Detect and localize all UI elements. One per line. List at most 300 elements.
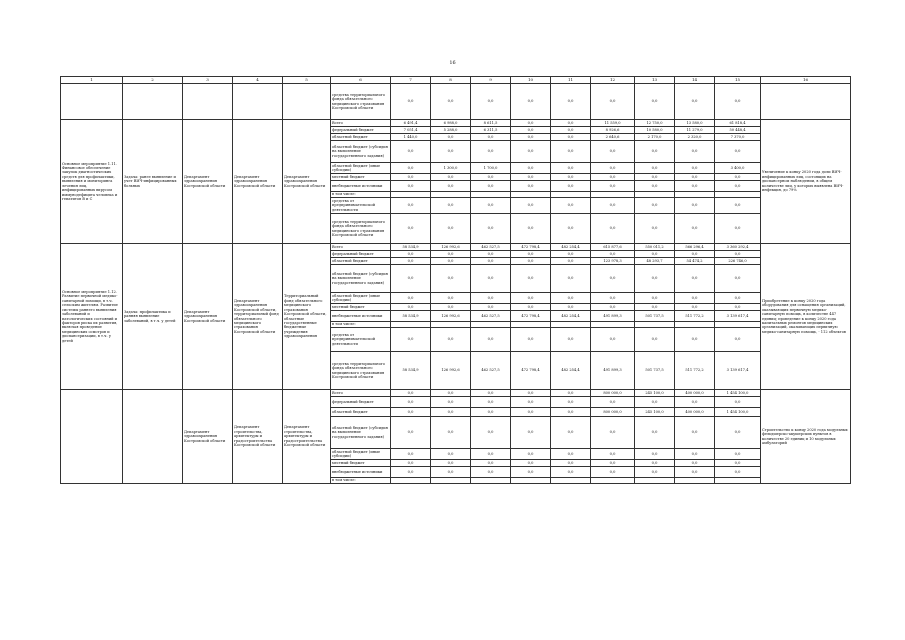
value-cell: 0,0 (511, 127, 551, 134)
value-cell: 0,0 (391, 141, 431, 163)
value-cell: 1 440,0 (391, 134, 431, 141)
header-cell: 13 (635, 77, 675, 84)
value-cell: 0,0 (675, 141, 715, 163)
value-cell: 245 100,0 (635, 390, 675, 397)
value-cell: 0,0 (635, 304, 675, 311)
value-cell: 462 527,5 (471, 352, 511, 390)
value-cell: 226 746,0 (715, 258, 761, 265)
value-cell: 6 988,0 (431, 120, 471, 127)
value-cell: 0,0 (675, 417, 715, 449)
value-cell: 0,0 (551, 304, 591, 311)
value-cell: 0,0 (715, 467, 761, 478)
value-cell (471, 478, 511, 484)
value-cell: 0,0 (391, 198, 431, 214)
funding-source-cell: Всего (331, 390, 391, 397)
value-cell: 462 527,5 (471, 311, 511, 322)
funding-source-cell: областной бюджет (331, 134, 391, 141)
funding-source-cell: местный бюджет (331, 460, 391, 467)
header-cell: 7 (391, 77, 431, 84)
value-cell: 800 000,0 (591, 390, 635, 397)
value-cell: 10 580,0 (635, 127, 675, 134)
value-cell: 482 254,4 (551, 352, 591, 390)
funding-source-cell: местный бюджет (331, 174, 391, 181)
header-cell: 4 (233, 77, 283, 84)
value-cell: 0,0 (471, 304, 511, 311)
value-cell: 0,0 (551, 214, 591, 244)
value-cell: 0,0 (635, 449, 675, 460)
funding-source-cell: федеральный бюджет (331, 397, 391, 408)
value-cell: 0,0 (675, 214, 715, 244)
value-cell: 0,0 (715, 214, 761, 244)
header-cell: 3 (183, 77, 233, 84)
value-cell: 0,0 (635, 467, 675, 478)
header-cell: 6 (331, 77, 391, 84)
value-cell: 126 992,6 (431, 311, 471, 322)
value-cell: 0,0 (431, 390, 471, 397)
value-cell: 0,0 (551, 293, 591, 304)
value-cell: 0,0 (471, 397, 511, 408)
value-cell: 126 992,6 (431, 244, 471, 251)
value-cell: 0,0 (635, 460, 675, 467)
value-cell: 3 400,0 (715, 163, 761, 174)
value-cell (391, 478, 431, 484)
funding-source-cell: областной бюджет (331, 258, 391, 265)
responsible-cell (183, 84, 233, 120)
value-cell: 0,0 (471, 198, 511, 214)
value-cell: 0,0 (551, 141, 591, 163)
value-cell: 0,0 (471, 408, 511, 417)
value-cell: 0,0 (471, 84, 511, 120)
value-cell: 0,0 (471, 174, 511, 181)
value-cell: 0,0 (635, 265, 675, 293)
value-cell: 0,0 (511, 120, 551, 127)
value-cell: 0,0 (551, 417, 591, 449)
value-cell: 0,0 (591, 214, 635, 244)
value-cell: 0,0 (471, 460, 511, 467)
value-cell: 0,0 (471, 181, 511, 192)
value-cell: 0,0 (471, 141, 511, 163)
funding-source-cell: средства от предпринимательской деятельности (331, 328, 391, 352)
funding-source-cell: внебюджетные источники (331, 181, 391, 192)
value-cell: 0,0 (715, 304, 761, 311)
value-cell: 0,0 (391, 397, 431, 408)
value-cell: 482 254,4 (551, 311, 591, 322)
value-cell: 0,0 (391, 265, 431, 293)
value-cell: 54 474,2 (675, 258, 715, 265)
value-cell: 0,0 (511, 449, 551, 460)
value-cell: 0,0 (431, 181, 471, 192)
value-cell: 0,0 (635, 163, 675, 174)
value-cell: 501 737,5 (635, 352, 675, 390)
value-cell: 0,0 (591, 251, 635, 258)
value-cell (591, 478, 635, 484)
value-cell: 0,0 (391, 449, 431, 460)
value-cell: 0,0 (591, 397, 635, 408)
value-cell (675, 478, 715, 484)
table-row (61, 390, 851, 397)
value-cell (431, 478, 471, 484)
coexecutor-cell: Департамент здравоохранения Костромской области, территориальный фонд обязательного медицинского страхования Костромской области (233, 244, 283, 390)
funding-source-cell: областной бюджет (иные субсидии) (331, 163, 391, 174)
value-cell: 0,0 (675, 163, 715, 174)
task-cell (123, 84, 183, 120)
value-cell: 48 293,7 (635, 258, 675, 265)
header-cell: 16 (761, 77, 851, 84)
value-cell: 0,0 (511, 84, 551, 120)
value-cell: 0,0 (391, 304, 431, 311)
value-cell: 2 640,6 (591, 134, 635, 141)
value-cell: 0,0 (471, 417, 511, 449)
value-cell: 0,0 (635, 214, 675, 244)
value-cell: 0,0 (551, 134, 591, 141)
header-cell: 9 (471, 77, 511, 84)
value-cell: 0,0 (391, 214, 431, 244)
value-cell: 0,0 (591, 265, 635, 293)
header-cell: 15 (715, 77, 761, 84)
value-cell: 0,0 (391, 293, 431, 304)
value-cell: 0,0 (391, 390, 431, 397)
value-cell (715, 478, 761, 484)
funding-source-cell: средства территориального фонда обязательного медицинского страхования Костромской области (331, 352, 391, 390)
value-cell: 0,0 (675, 328, 715, 352)
value-cell: 0,0 (591, 460, 635, 467)
value-cell: 0,0 (431, 134, 471, 141)
value-cell: 0,0 (431, 460, 471, 467)
value-cell: 0,0 (635, 417, 675, 449)
main-activity-cell: Основное мероприятие 1.11. Финансовое обеспечение закупок диагностических средств для профилактики, выявления и мониторинга лечения лиц, инфицированных вирусом иммунодефицита человека и гепатитов B и C (61, 120, 123, 244)
value-cell: 0,0 (511, 304, 551, 311)
value-cell: 0,0 (591, 84, 635, 120)
header-cell: 10 (511, 77, 551, 84)
value-cell: 0,0 (471, 258, 511, 265)
result-cell: Увеличение к концу 2020 года доли ВИЧ-инфицированных лиц, состоящих на диспансерном наблюдении, в общем количестве лиц, у которых выявлена ВИЧ-инфекция, до 79% (761, 120, 851, 244)
budget-table (60, 76, 851, 484)
value-cell: 0,0 (431, 417, 471, 449)
value-cell (635, 478, 675, 484)
value-cell: 0,0 (391, 251, 431, 258)
value-cell: 566 296,4 (675, 244, 715, 251)
value-cell: 0,0 (675, 304, 715, 311)
value-cell: 0,0 (675, 251, 715, 258)
value-cell: 491 899,3 (591, 311, 635, 322)
value-cell: 0,0 (391, 258, 431, 265)
value-cell: 0,0 (551, 198, 591, 214)
funding-source-cell: областной бюджет (иные субсидии) (331, 293, 391, 304)
header-cell: 12 (591, 77, 635, 84)
value-cell: 0,0 (391, 460, 431, 467)
value-cell: 3 360 292,4 (715, 244, 761, 251)
value-cell: 0,0 (551, 460, 591, 467)
value-cell: 0,0 (471, 134, 511, 141)
value-cell: 800 000,0 (591, 408, 635, 417)
task-cell: Задача: профилактика и ранняя выявление заболеваний, в т.ч. у детей (123, 244, 183, 390)
funding-source-cell: областной бюджет (иные субсидии) (331, 449, 391, 460)
value-cell: 0,0 (431, 174, 471, 181)
task-cell: Задача: ранее выявление и учет ВИЧ-инфицированных больных (123, 120, 183, 244)
value-cell (511, 478, 551, 484)
funding-source-cell: средства территориального фонда обязательного медицинского страхования Костромской области (331, 84, 391, 120)
value-cell: 0,0 (551, 251, 591, 258)
value-cell: 0,0 (675, 174, 715, 181)
value-cell: 0,0 (511, 467, 551, 478)
value-cell: 0,0 (591, 293, 635, 304)
value-cell: 0,0 (715, 449, 761, 460)
value-cell: 1 454 100,0 (715, 408, 761, 417)
value-cell: 0,0 (715, 397, 761, 408)
value-cell: 0,0 (591, 141, 635, 163)
value-cell: 0,0 (431, 265, 471, 293)
funding-source-cell: федеральный бюджет (331, 251, 391, 258)
value-cell: 0,0 (635, 84, 675, 120)
value-cell: 0,0 (675, 265, 715, 293)
value-cell: 0,0 (591, 163, 635, 174)
value-cell: 0,0 (511, 293, 551, 304)
value-cell: 501 737,5 (635, 311, 675, 322)
value-cell: 472 798,4 (511, 352, 551, 390)
funding-source-cell: областной бюджет (субсидия на выполнение государственного задания) (331, 141, 391, 163)
value-cell: 0,0 (591, 467, 635, 478)
value-cell: 0,0 (431, 251, 471, 258)
header-cell: 14 (675, 77, 715, 84)
value-cell: 0,0 (391, 84, 431, 120)
value-cell: 0,0 (471, 214, 511, 244)
header-row (61, 77, 851, 84)
value-cell: 0,0 (431, 449, 471, 460)
funding-source-cell: средства от предпринимательской деятельности (331, 198, 391, 214)
value-cell: 0,0 (715, 181, 761, 192)
value-cell: 0,0 (511, 214, 551, 244)
value-cell: 0,0 (511, 134, 551, 141)
header-cell: 5 (283, 77, 331, 84)
main-activity-cell (61, 84, 123, 120)
funding-source-cell: в том числе: (331, 322, 391, 328)
value-cell: 0,0 (511, 390, 551, 397)
value-cell: 1 700,0 (471, 163, 511, 174)
coexecutor-cell: Департамент строительства, архитектуры и градостроительства Костромской области (233, 390, 283, 484)
value-cell: 0,0 (675, 460, 715, 467)
value-cell: 0,0 (715, 265, 761, 293)
value-cell: 0,0 (591, 174, 635, 181)
value-cell: 472 798,4 (511, 244, 551, 251)
value-cell: 0,0 (431, 198, 471, 214)
value-cell: 0,0 (675, 449, 715, 460)
value-cell: 0,0 (391, 467, 431, 478)
value-cell: 400 000,0 (675, 390, 715, 397)
value-cell: 1 454 100,0 (715, 390, 761, 397)
value-cell: 0,0 (675, 397, 715, 408)
value-cell: 0,0 (635, 293, 675, 304)
value-cell: 0,0 (511, 328, 551, 352)
value-cell: 0,0 (431, 84, 471, 120)
table-row (61, 120, 851, 127)
value-cell: 0,0 (591, 449, 635, 460)
value-cell: 0,0 (551, 467, 591, 478)
header-cell: 2 (123, 77, 183, 84)
funding-source-cell: областной бюджет (331, 408, 391, 417)
funding-source-cell: областной бюджет (субсидия на выполнение государственного задания) (331, 265, 391, 293)
main-activity-cell: Основное мероприятие 1.12. Развитие первичной медико-санитарной помощи, в т.ч. сельским жителям. Развитие системы раннего выявления заболеваний и патологических состояний и факторов риска их развития, включая проведение медицинских осмотров и диспансеризации, в т.ч. у детей (61, 244, 123, 390)
value-cell: 0,0 (715, 460, 761, 467)
value-cell: 0,0 (511, 408, 551, 417)
value-cell: 0,0 (431, 141, 471, 163)
value-cell: 0,0 (511, 181, 551, 192)
responsible-cell: Департамент здравоохранения Костромской области (183, 244, 233, 390)
value-cell: 2 170,0 (635, 134, 675, 141)
value-cell: 400 000,0 (675, 408, 715, 417)
value-cell: 0,0 (511, 417, 551, 449)
table-row (61, 84, 851, 120)
value-cell: 0,0 (551, 408, 591, 417)
value-cell: 0,0 (635, 328, 675, 352)
value-cell: 1 300,0 (431, 163, 471, 174)
value-cell: 0,0 (635, 141, 675, 163)
value-cell: 8 926,6 (591, 127, 635, 134)
value-cell: 0,0 (391, 417, 431, 449)
result-cell: Строительство к концу 2020 года модульных фельдшерско-акушерских пунктов в количестве 20 единиц и 10 модульных амбулаторий (761, 390, 851, 484)
value-cell: 0,0 (431, 408, 471, 417)
value-cell: 0,0 (391, 328, 431, 352)
responsible-cell: Департамент здравоохранения Костромской области (183, 120, 233, 244)
funding-source-cell: средства территориального фонда обязательного медицинского страхования Костромской области (331, 214, 391, 244)
value-cell: 482 254,4 (551, 244, 591, 251)
coexecutor-cell: Департамент здравоохранения Костромской области (233, 120, 283, 244)
value-cell: 3 139 617,4 (715, 311, 761, 322)
value-cell: 0,0 (591, 304, 635, 311)
value-cell (551, 478, 591, 484)
participant-cell: Территориальный фонд обязательного медицинского страхования Костромской области, областные государственные бюджетные учреждения здравоохранения (283, 244, 331, 390)
value-cell: 11 279,0 (675, 127, 715, 134)
page-number: 16 (449, 60, 456, 66)
value-cell: 0,0 (551, 258, 591, 265)
value-cell: 7 051,4 (391, 127, 431, 134)
value-cell: 0,0 (471, 265, 511, 293)
value-cell: 0,0 (551, 84, 591, 120)
value-cell: 0,0 (715, 174, 761, 181)
participant-cell: Департамент здравоохранения Костромской области (283, 120, 331, 244)
funding-source-cell: в том числе: (331, 478, 391, 484)
value-cell: 550 011,2 (635, 244, 675, 251)
value-cell: 0,0 (715, 141, 761, 163)
value-cell: 0,0 (391, 174, 431, 181)
value-cell: 0,0 (715, 84, 761, 120)
value-cell: 12 750,0 (635, 120, 675, 127)
value-cell: 0,0 (715, 198, 761, 214)
value-cell: 0,0 (675, 198, 715, 214)
value-cell: 0,0 (551, 449, 591, 460)
value-cell: 0,0 (431, 467, 471, 478)
main-activity-cell (61, 390, 123, 484)
value-cell: 126 992,6 (431, 352, 471, 390)
value-cell: 0,0 (715, 328, 761, 352)
value-cell: 462 527,5 (471, 244, 511, 251)
value-cell: 0,0 (551, 163, 591, 174)
participant-cell (283, 84, 331, 120)
value-cell: 0,0 (675, 467, 715, 478)
value-cell: 0,0 (471, 390, 511, 397)
value-cell: 0,0 (551, 265, 591, 293)
value-cell: 7 370,0 (715, 134, 761, 141)
funding-source-cell: областной бюджет (субсидия на выполнение государственного задания) (331, 417, 391, 449)
value-cell: 0,0 (431, 304, 471, 311)
responsible-cell: Департамент здравоохранения Костромской области (183, 390, 233, 484)
funding-source-cell: Всего (331, 244, 391, 251)
value-cell: 50 448,4 (715, 127, 761, 134)
table-row (61, 244, 851, 251)
value-cell: 58 534,9 (391, 352, 431, 390)
value-cell: 58 534,9 (391, 244, 431, 251)
value-cell: 0,0 (431, 293, 471, 304)
value-cell: 0,0 (675, 293, 715, 304)
value-cell: 0,0 (511, 141, 551, 163)
funding-source-cell: внебюджетные источники (331, 467, 391, 478)
value-cell: 0,0 (431, 397, 471, 408)
funding-source-cell: Всего (331, 120, 391, 127)
value-cell: 0,0 (635, 198, 675, 214)
value-cell: 0,0 (511, 251, 551, 258)
value-cell: 0,0 (675, 84, 715, 120)
value-cell: 0,0 (635, 397, 675, 408)
value-cell: 0,0 (715, 251, 761, 258)
value-cell: 0,0 (551, 390, 591, 397)
funding-source-cell: федеральный бюджет (331, 127, 391, 134)
result-cell: Приобретение к концу 2020 года оборудования для оснащения организаций, оказывающих первичную медико-санитарную помощь, в количестве 447 единиц; проведение к концу 2020 года капитальных ремонтов медицинских организаций, оказывающих первичную медико-санитарную помощь, - 112 объектов (761, 244, 851, 390)
value-cell: 61 818,4 (715, 120, 761, 127)
value-cell: 123 978,3 (591, 258, 635, 265)
header-cell: 11 (551, 77, 591, 84)
participant-cell: Департамент строительства, архитектуры и градостроительства Костромской области (283, 390, 331, 484)
value-cell: 615 877,6 (591, 244, 635, 251)
header-cell: 8 (431, 77, 471, 84)
value-cell: 0,0 (551, 328, 591, 352)
value-cell: 0,0 (511, 258, 551, 265)
value-cell: 0,0 (511, 460, 551, 467)
header-cell: 1 (61, 77, 123, 84)
value-cell: 58 534,9 (391, 311, 431, 322)
value-cell: 0,0 (391, 181, 431, 192)
value-cell: 0,0 (391, 163, 431, 174)
value-cell: 0,0 (471, 467, 511, 478)
value-cell: 0,0 (635, 181, 675, 192)
result-cell (761, 84, 851, 120)
value-cell: 0,0 (471, 293, 511, 304)
value-cell: 0,0 (675, 181, 715, 192)
value-cell: 2 320,0 (675, 134, 715, 141)
value-cell: 6 491,4 (391, 120, 431, 127)
value-cell: 0,0 (511, 163, 551, 174)
value-cell: 0,0 (715, 293, 761, 304)
value-cell: 0,0 (591, 198, 635, 214)
value-cell: 3 139 617,4 (715, 352, 761, 390)
value-cell: 0,0 (511, 265, 551, 293)
value-cell: 0,0 (551, 174, 591, 181)
value-cell: 0,0 (431, 258, 471, 265)
funding-source-cell: местный бюджет (331, 304, 391, 311)
value-cell: 0,0 (551, 181, 591, 192)
coexecutor-cell (233, 84, 283, 120)
value-cell: 0,0 (591, 181, 635, 192)
value-cell: 0,0 (391, 408, 431, 417)
value-cell: 511 772,2 (675, 352, 715, 390)
value-cell: 0,0 (471, 449, 511, 460)
value-cell: 0,0 (511, 198, 551, 214)
value-cell: 8 611,5 (471, 120, 511, 127)
value-cell: 245 100,0 (635, 408, 675, 417)
value-cell: 5 288,0 (431, 127, 471, 134)
value-cell: 0,0 (591, 328, 635, 352)
value-cell: 11 559,0 (591, 120, 635, 127)
funding-source-cell: внебюджетные источники (331, 311, 391, 322)
value-cell: 0,0 (471, 328, 511, 352)
